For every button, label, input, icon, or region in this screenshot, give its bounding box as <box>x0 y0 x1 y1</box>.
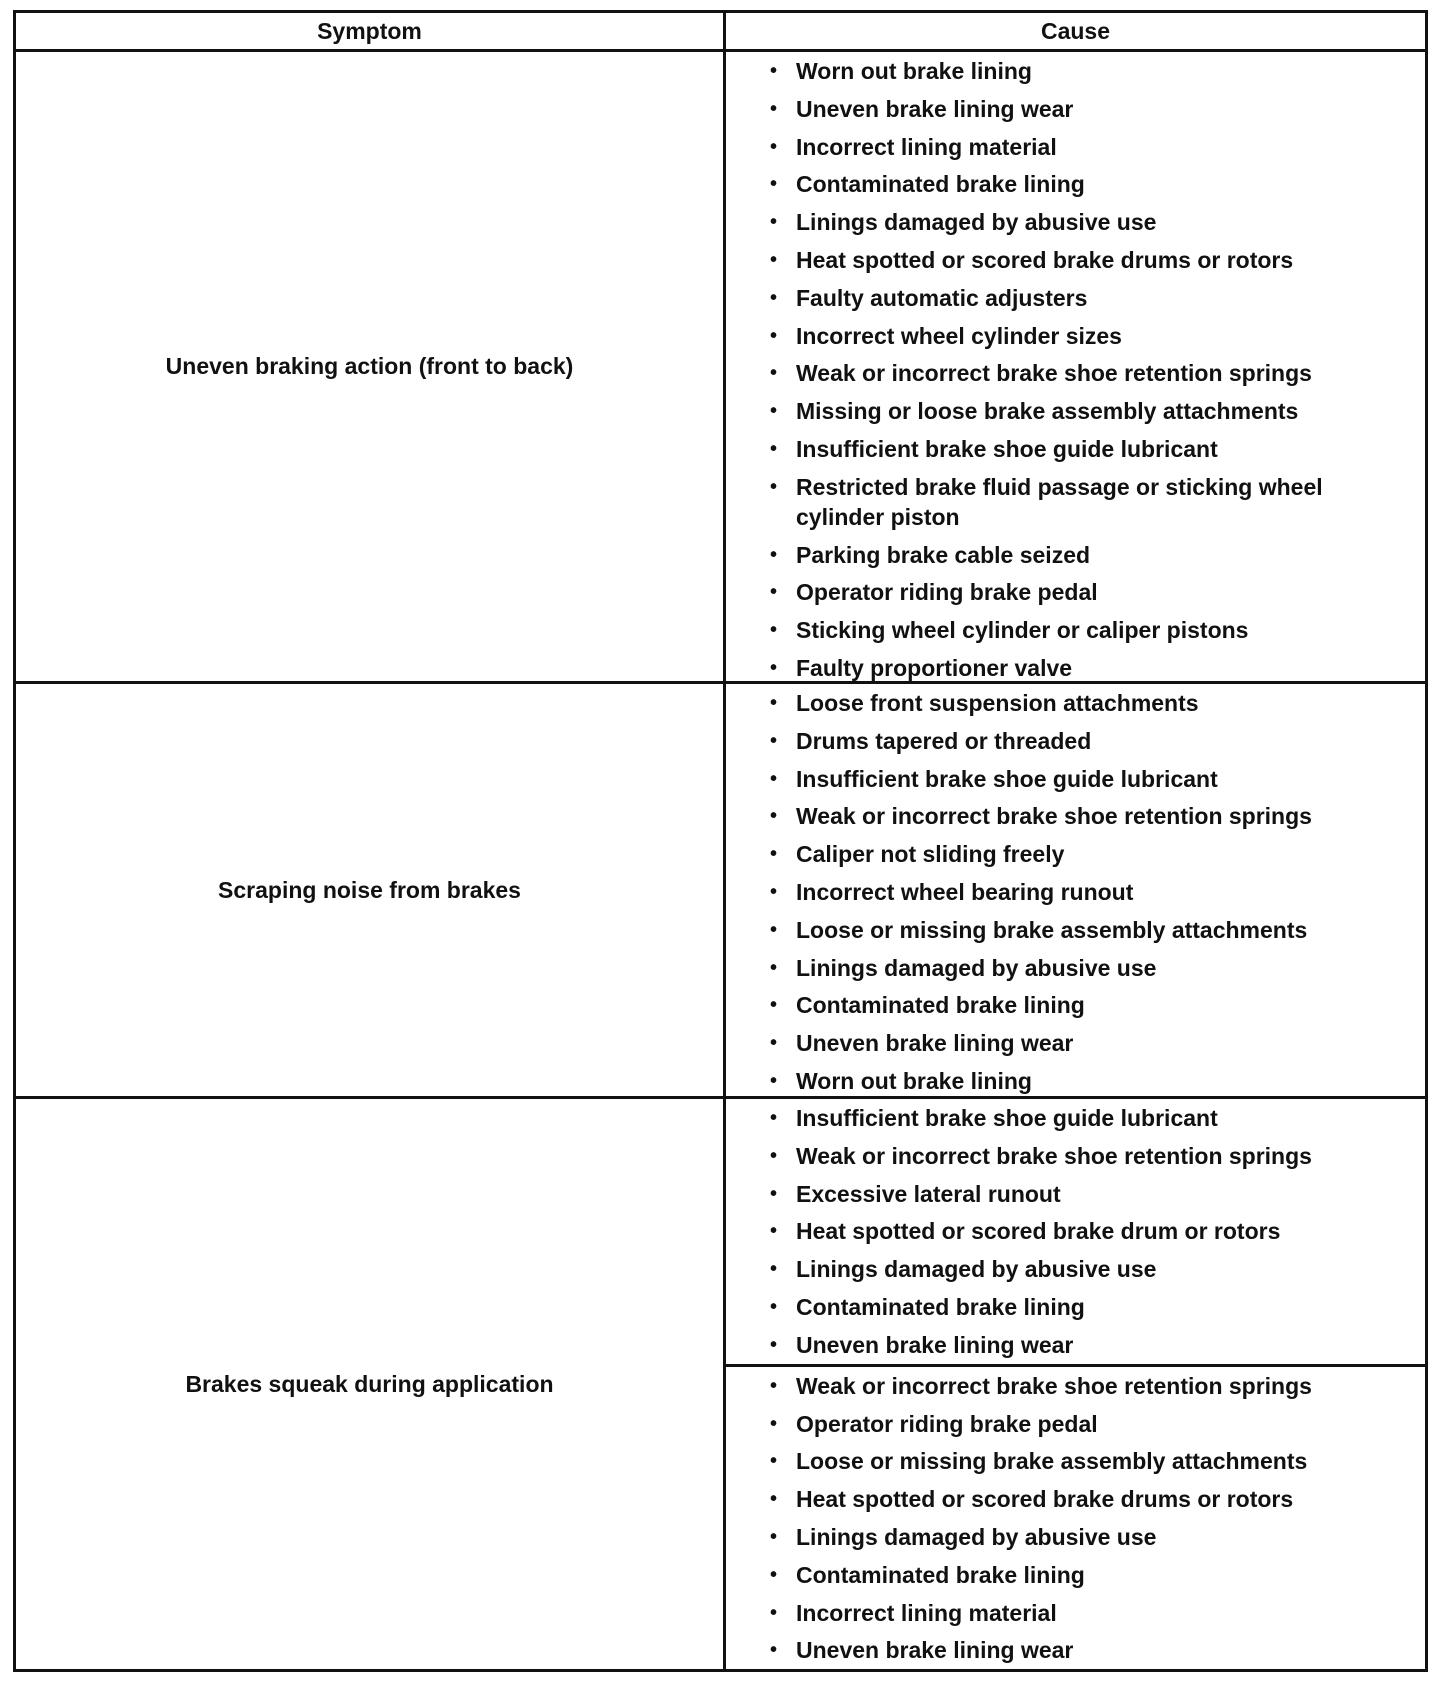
cause-text: Weak or incorrect brake shoe retention springs <box>796 360 1312 387</box>
cause-item <box>726 877 1425 907</box>
cause-group <box>726 52 1425 687</box>
cause-item <box>726 1560 1425 1590</box>
cause-text: Uneven brake lining wear <box>796 95 1074 122</box>
cause-item <box>726 764 1425 794</box>
cause-group <box>726 1364 1425 1670</box>
cause-item <box>726 688 1425 718</box>
cause-group <box>726 1099 1425 1364</box>
bullet-icon: • <box>770 1182 778 1205</box>
cause-text: Restricted brake fluid passage or sticking wheel cylinder piston <box>796 473 1323 530</box>
cause-text: Loose front suspension attachments <box>796 690 1199 716</box>
bullet-icon: • <box>770 1563 778 1586</box>
bullet-icon: • <box>770 1295 778 1318</box>
cause-text: Faulty proportioner valve <box>796 654 1073 681</box>
cause-item <box>726 915 1425 945</box>
cause-text: Incorrect wheel bearing runout <box>796 878 1134 905</box>
bullet-icon: • <box>770 475 778 498</box>
cause-item <box>726 1179 1425 1209</box>
cause-text: Contaminated brake lining <box>796 1293 1085 1320</box>
cause-item <box>726 990 1425 1020</box>
bullet-icon: • <box>770 880 778 903</box>
diagnosis-table <box>13 10 1428 1672</box>
cause-item <box>726 245 1425 275</box>
cause-item <box>726 472 1425 532</box>
cause-text: Insufficient brake shoe guide lubricant <box>796 435 1218 462</box>
cause-item <box>726 1141 1425 1171</box>
cause-item <box>726 94 1425 124</box>
cause-text: Contaminated brake lining <box>796 1561 1085 1588</box>
bullet-icon: • <box>770 286 778 309</box>
bullet-icon: • <box>770 437 778 460</box>
bullet-icon: • <box>770 656 778 679</box>
bullet-icon: • <box>770 1450 778 1473</box>
bullet-icon: • <box>770 211 778 234</box>
cause-text: Insufficient brake shoe guide lubricant <box>796 765 1218 792</box>
bullet-icon: • <box>770 1144 778 1167</box>
symptom-cell: Uneven braking action (front to back) <box>16 52 726 681</box>
cause-text: Weak or incorrect brake shoe retention springs <box>796 1372 1312 1399</box>
cause-item <box>726 1103 1425 1133</box>
cause-item <box>726 1292 1425 1322</box>
cause-text: Operator riding brake pedal <box>796 579 1098 606</box>
cause-item <box>726 1484 1425 1514</box>
bullet-icon: • <box>770 1220 778 1243</box>
cause-text: Linings damaged by abusive use <box>796 209 1157 236</box>
bullet-icon: • <box>770 543 778 566</box>
cause-item <box>726 358 1425 388</box>
cause-text: Loose or missing brake assembly attachments <box>796 1448 1308 1475</box>
bullet-icon: • <box>770 173 778 196</box>
cause-text: Heat spotted or scored brake drums or rotors <box>796 246 1294 273</box>
cause-text: Weak or incorrect brake shoe retention springs <box>796 1142 1312 1169</box>
cause-item <box>726 1522 1425 1552</box>
cause-text: Loose or missing brake assembly attachments <box>796 916 1308 943</box>
bullet-icon: • <box>770 324 778 347</box>
cause-text: Linings damaged by abusive use <box>796 954 1157 981</box>
bullet-icon: • <box>770 956 778 979</box>
bullet-icon: • <box>770 1258 778 1281</box>
cause-group <box>726 684 1425 1100</box>
cause-text: Incorrect lining material <box>796 133 1057 160</box>
cause-text: Parking brake cable seized <box>796 541 1091 568</box>
cause-text: Linings damaged by abusive use <box>796 1523 1157 1550</box>
table-row <box>16 684 1425 1099</box>
cause-item <box>726 839 1425 869</box>
cause-text: Excessive lateral runout <box>796 1180 1061 1207</box>
cause-item <box>726 396 1425 426</box>
cause-text: Insufficient brake shoe guide lubricant <box>796 1105 1218 1131</box>
cause-item <box>726 1216 1425 1246</box>
bullet-icon: • <box>770 1639 778 1662</box>
cause-item <box>726 540 1425 570</box>
cause-item <box>726 653 1425 683</box>
cause-item <box>726 56 1425 86</box>
bullet-icon: • <box>770 1488 778 1511</box>
bullet-icon: • <box>770 918 778 941</box>
cause-text: Sticking wheel cylinder or caliper pistons <box>796 617 1249 644</box>
symptom-cell: Brakes squeak during application <box>16 1099 726 1669</box>
symptom-cell: Scraping noise from brakes <box>16 684 726 1096</box>
cause-item <box>726 953 1425 983</box>
symptom-column-header: Symptom <box>16 13 726 49</box>
bullet-icon: • <box>770 767 778 790</box>
bullet-icon: • <box>770 805 778 828</box>
cause-item <box>726 132 1425 162</box>
cause-cell <box>726 52 1425 681</box>
cause-item <box>726 321 1425 351</box>
cause-text: Contaminated brake lining <box>796 171 1085 198</box>
cause-cell <box>726 1099 1425 1669</box>
cause-item <box>726 577 1425 607</box>
cause-text: Caliper not sliding freely <box>796 841 1065 868</box>
cause-list <box>726 684 1425 1100</box>
bullet-icon: • <box>770 1032 778 1055</box>
bullet-icon: • <box>770 1601 778 1624</box>
bullet-icon: • <box>770 1412 778 1435</box>
cause-text: Faulty automatic adjusters <box>796 284 1088 311</box>
cause-list <box>726 1099 1425 1364</box>
cause-text: Heat spotted or scored brake drum or rotors <box>796 1218 1281 1245</box>
table-row <box>16 52 1425 684</box>
bullet-icon: • <box>770 994 778 1017</box>
bullet-icon: • <box>770 248 778 271</box>
cause-text: Uneven brake lining wear <box>796 1331 1074 1358</box>
cause-item <box>726 1598 1425 1628</box>
cause-item <box>726 726 1425 756</box>
cause-item <box>726 1254 1425 1284</box>
cause-text: Uneven brake lining wear <box>796 1637 1074 1664</box>
cause-text: Contaminated brake lining <box>796 992 1085 1019</box>
cause-item <box>726 1028 1425 1058</box>
bullet-icon: • <box>770 843 778 866</box>
cause-text: Drums tapered or threaded <box>796 727 1092 754</box>
cause-text: Incorrect lining material <box>796 1599 1057 1626</box>
cause-text: Linings damaged by abusive use <box>796 1256 1157 1283</box>
bullet-icon: • <box>770 60 778 82</box>
table-header <box>16 13 1425 52</box>
cause-item <box>726 434 1425 464</box>
bullet-icon: • <box>770 97 778 120</box>
bullet-icon: • <box>770 1107 778 1129</box>
cause-list <box>726 1367 1425 1670</box>
bullet-icon: • <box>770 135 778 158</box>
cause-item <box>726 1330 1425 1360</box>
cause-text: Uneven brake lining wear <box>796 1030 1074 1057</box>
bullet-icon: • <box>770 729 778 752</box>
bullet-icon: • <box>770 1525 778 1548</box>
bullet-icon: • <box>770 362 778 385</box>
bullet-icon: • <box>770 1333 778 1356</box>
bullet-icon: • <box>770 1374 778 1397</box>
cause-text: Missing or loose brake assembly attachments <box>796 398 1299 425</box>
cause-text: Incorrect wheel cylinder sizes <box>796 322 1122 349</box>
cause-item <box>726 1446 1425 1476</box>
bullet-icon: • <box>770 1069 778 1092</box>
cause-text: Worn out brake lining <box>796 1067 1032 1094</box>
cause-item <box>726 169 1425 199</box>
cause-item <box>726 207 1425 237</box>
cause-item <box>726 1635 1425 1665</box>
table-row <box>16 1099 1425 1669</box>
cause-item <box>726 283 1425 313</box>
cause-cell <box>726 684 1425 1096</box>
bullet-icon: • <box>770 400 778 423</box>
cause-text: Worn out brake lining <box>796 58 1032 84</box>
cause-item <box>726 801 1425 831</box>
cause-column-header: Cause <box>1040 17 1111 44</box>
cause-text: Heat spotted or scored brake drums or rotors <box>796 1486 1294 1513</box>
cause-text: Operator riding brake pedal <box>796 1410 1098 1437</box>
cause-item <box>726 1409 1425 1439</box>
cause-list <box>726 52 1425 687</box>
cause-text: Weak or incorrect brake shoe retention springs <box>796 803 1312 830</box>
cause-item <box>726 615 1425 645</box>
bullet-icon: • <box>770 619 778 642</box>
bullet-icon: • <box>770 692 778 714</box>
cause-item <box>726 1371 1425 1401</box>
bullet-icon: • <box>770 581 778 604</box>
cause-item <box>726 1066 1425 1096</box>
